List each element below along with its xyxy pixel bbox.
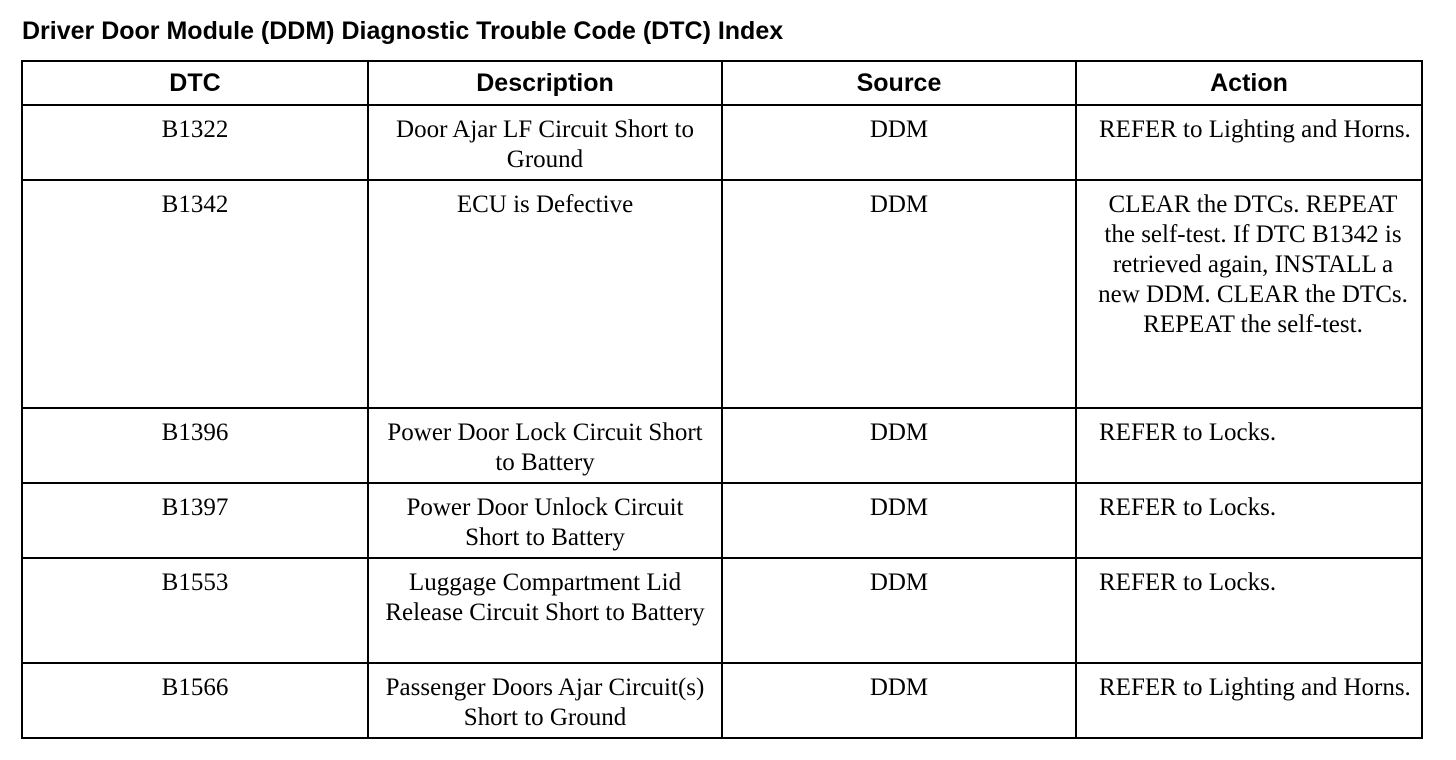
source-cell: DDM bbox=[722, 105, 1076, 180]
source-cell: DDM bbox=[722, 558, 1076, 663]
column-header-action: Action bbox=[1076, 61, 1422, 105]
description-cell: Door Ajar LF Circuit Short to Ground bbox=[368, 105, 722, 180]
table-row bbox=[22, 408, 1422, 483]
action-cell: REFER to Lighting and Horns. bbox=[1076, 663, 1422, 738]
table-header-row bbox=[22, 61, 1422, 105]
page-title: Driver Door Module (DDM) Diagnostic Trouble Code (DTC) Index bbox=[22, 17, 784, 45]
action-cell: REFER to Locks. bbox=[1076, 483, 1422, 558]
action-cell: REFER to Locks. bbox=[1076, 408, 1422, 483]
table-row bbox=[22, 105, 1422, 180]
dtc-cell: B1396 bbox=[22, 408, 368, 483]
table-row bbox=[22, 180, 1422, 408]
column-header-description: Description bbox=[368, 61, 722, 105]
description-cell: Power Door Lock Circuit Short to Battery bbox=[368, 408, 722, 483]
description-cell: Power Door Unlock Circuit Short to Battery bbox=[368, 483, 722, 558]
column-header-dtc: DTC bbox=[22, 61, 368, 105]
description-cell: ECU is Defective bbox=[368, 180, 722, 408]
description-cell: Passenger Doors Ajar Circuit(s) Short to Ground bbox=[368, 663, 722, 738]
dtc-index-table bbox=[21, 60, 1423, 739]
description-cell: Luggage Compartment Lid Release Circuit Short to Battery bbox=[368, 558, 722, 663]
source-cell: DDM bbox=[722, 180, 1076, 408]
table-row bbox=[22, 483, 1422, 558]
source-cell: DDM bbox=[722, 408, 1076, 483]
action-cell: REFER to Locks. bbox=[1076, 558, 1422, 663]
action-cell: REFER to Lighting and Horns. bbox=[1076, 105, 1422, 180]
column-header-source: Source bbox=[722, 61, 1076, 105]
table-row bbox=[22, 663, 1422, 738]
dtc-cell: B1566 bbox=[22, 663, 368, 738]
dtc-cell: B1553 bbox=[22, 558, 368, 663]
source-cell: DDM bbox=[722, 483, 1076, 558]
action-cell: CLEAR the DTCs. REPEAT the self-test. If DTC B1342 is retrieved again, INSTALL a new DDM. CLEAR the DTCs. REPEAT the self-test. bbox=[1076, 180, 1422, 408]
table-row bbox=[22, 558, 1422, 663]
dtc-cell: B1342 bbox=[22, 180, 368, 408]
source-cell: DDM bbox=[722, 663, 1076, 738]
dtc-cell: B1322 bbox=[22, 105, 368, 180]
dtc-cell: B1397 bbox=[22, 483, 368, 558]
